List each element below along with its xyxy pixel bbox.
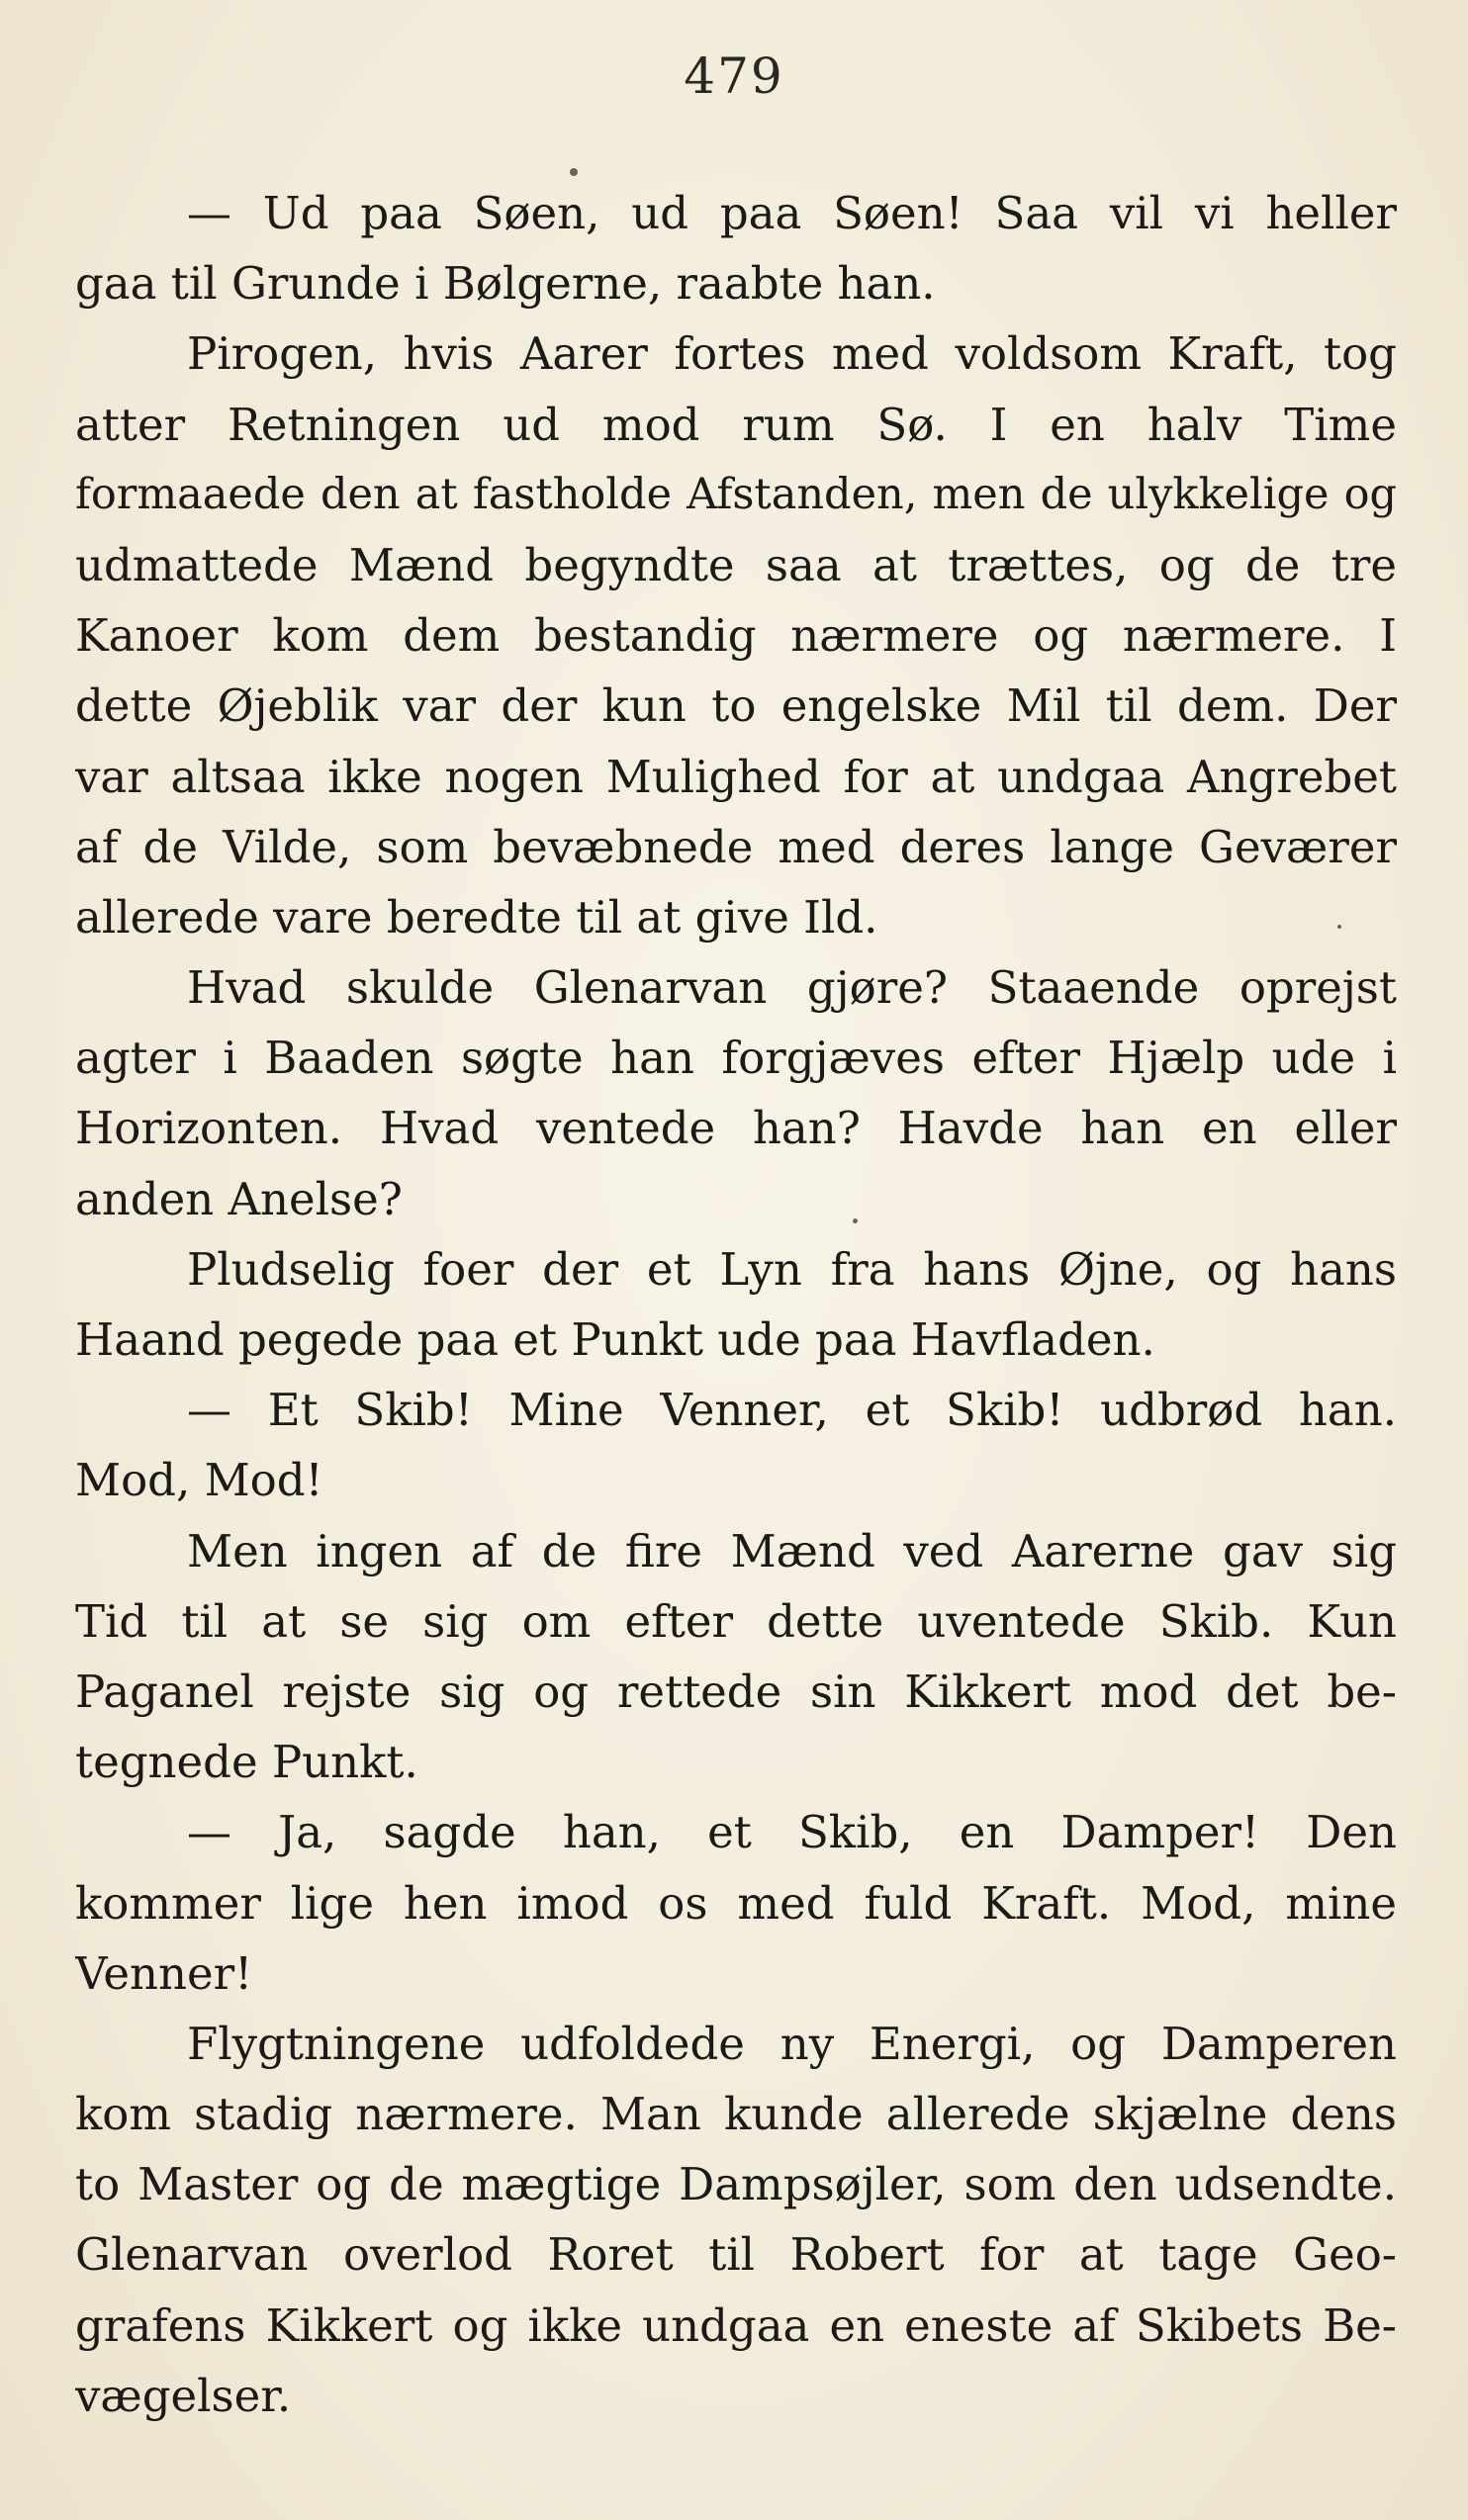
text-line: var altsaa ikke nogen Mulighed for at undgaa Angrebet	[75, 750, 1397, 803]
text-line: Pirogen, hvis Aarer fortes med voldsom Kraft, tog	[187, 327, 1397, 381]
text-line: gaa til Grunde i Bølgerne, raabte han.	[75, 257, 936, 311]
text-line: Glenarvan overlod Roret til Robert for at tage Geo-	[75, 2228, 1397, 2282]
text-line: af de Vilde, som bevæbnede med deres lange Geværer	[75, 820, 1397, 873]
text-line: Horizonten. Hvad ventede han? Havde han en eller	[75, 1102, 1397, 1155]
text-line: Pludselig foer der et Lyn fra hans Øjne, og hans	[187, 1242, 1397, 1296]
ink-speck	[570, 168, 578, 176]
text-line: Tid til at se sig om efter dette uventede Skib. Kun	[75, 1594, 1397, 1648]
text-line: to Master og de mægtige Dampsøjler, som den udsendte.	[75, 2158, 1397, 2211]
text-line: formaaede den at fastholde Afstanden, men de ulykkelige og	[75, 469, 1397, 519]
text-line: Flygtningene udfoldede ny Energi, og Damperen	[187, 2017, 1397, 2070]
text-line: — Ja, sagde han, et Skib, en Damper! Den	[187, 1806, 1397, 1859]
text-line: Men ingen af de fire Mænd ved Aarerne gav sig	[187, 1524, 1397, 1577]
text-line: Venner!	[75, 1946, 253, 2000]
text-line: Paganel rejste sig og rettede sin Kikkert mod det be-	[75, 1665, 1397, 1718]
text-line: vægelser.	[75, 2369, 292, 2422]
text-line: grafens Kikkert og ikke undgaa en eneste af Skibets Be-	[75, 2298, 1397, 2352]
text-line: Kanoer kom dem bestandig nærmere og nærmere. I	[75, 609, 1397, 663]
text-line: Mod, Mod!	[75, 1454, 323, 1507]
text-line: agter i Baaden søgte han forgjæves efter Hjælp ude i	[75, 1032, 1397, 1085]
text-line: kommer lige hen imod os med fuld Kraft. Mod, mine	[75, 1876, 1397, 1930]
text-line: Haand pegede paa et Punkt ude paa Havfladen.	[75, 1313, 1155, 1366]
text-line: — Et Skib! Mine Venner, et Skib! udbrød han.	[187, 1384, 1397, 1437]
page-number: 479	[684, 47, 784, 105]
text-line: udmattede Mænd begyndte saa at trættes, og de tre	[75, 538, 1397, 591]
body-text	[75, 178, 1397, 2431]
text-line: Hvad skulde Glenarvan gjøre? Staaende oprejst	[187, 961, 1397, 1015]
text-line: kom stadig nærmere. Man kunde allerede skjælne dens	[75, 2088, 1397, 2141]
text-line: — Ud paa Søen, ud paa Søen! Saa vil vi heller	[187, 187, 1397, 239]
text-line: dette Øjeblik var der kun to engelske Mil til dem. Der	[75, 679, 1397, 733]
text-line: anden Anelse?	[75, 1172, 403, 1225]
text-line: tegnede Punkt.	[75, 1736, 418, 1789]
text-line: allerede vare beredte til at give Ild.	[75, 890, 878, 944]
text-line: atter Retningen ud mod rum Sø. I en halv Time	[75, 398, 1397, 451]
